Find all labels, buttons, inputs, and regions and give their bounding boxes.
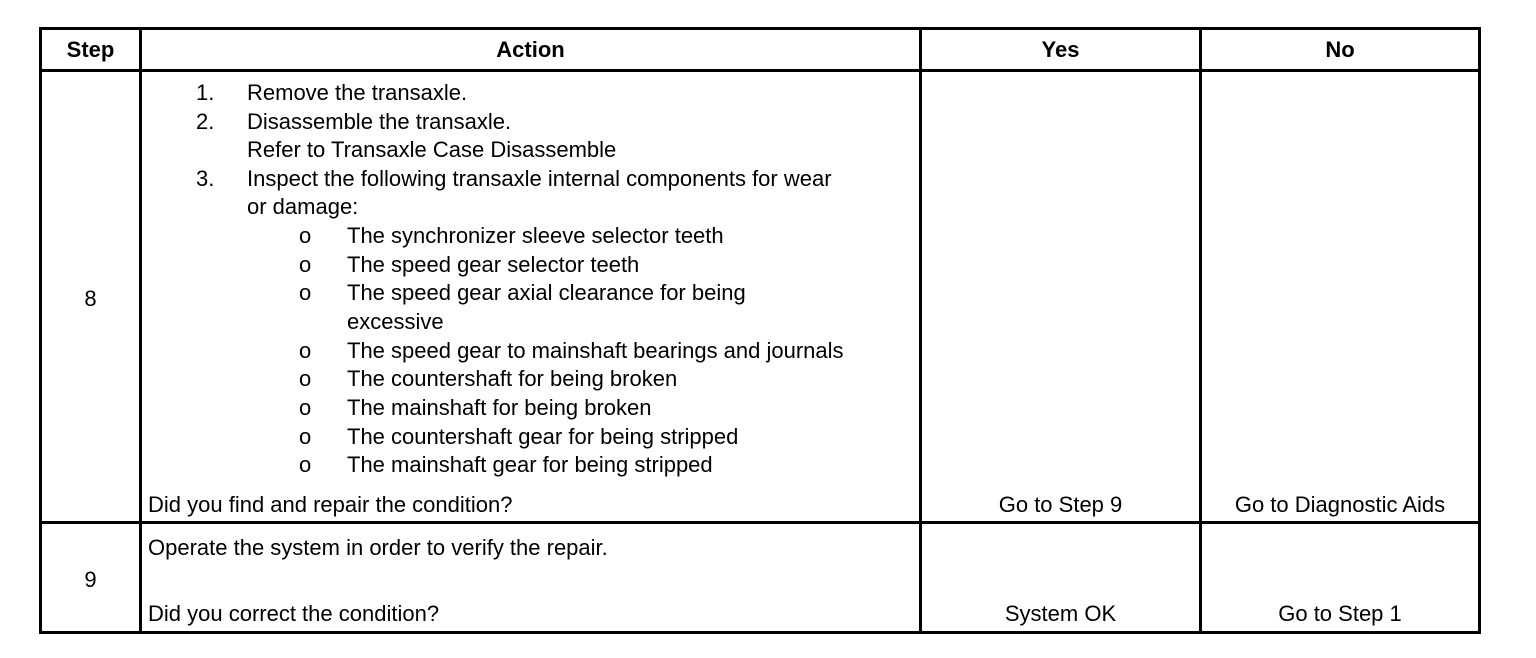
step-number: 9 xyxy=(84,567,97,592)
row-divider xyxy=(42,521,1478,524)
no-result: Go to Step 1 xyxy=(1278,601,1402,626)
bullet-marker: o xyxy=(299,424,312,449)
no-result: Go to Diagnostic Aids xyxy=(1234,492,1446,517)
step-text: Inspect the following transaxle internal components for wear xyxy=(247,166,832,191)
bullet-item: The synchronizer sleeve selector teeth xyxy=(347,223,724,248)
yes-result: System OK xyxy=(1004,601,1117,626)
header-step: Step xyxy=(66,37,115,62)
bullet-item: The speed gear to mainshaft bearings and journals xyxy=(347,338,844,363)
bullet-marker: o xyxy=(299,280,312,305)
step-text: Disassemble the transaxle. xyxy=(247,109,512,134)
bullet-marker: o xyxy=(299,366,312,391)
bullet-item: The speed gear selector teeth xyxy=(347,252,640,277)
header-action: Action xyxy=(496,37,565,62)
bullet-marker: o xyxy=(299,223,312,248)
step-num: 1. xyxy=(196,80,215,105)
step-text: Remove the transaxle. xyxy=(247,80,468,105)
bullet-item: The mainshaft gear for being stripped xyxy=(347,452,713,477)
step-num: 2. xyxy=(196,109,215,134)
bullet-item: The speed gear axial clearance for being xyxy=(347,280,746,305)
header-no: No xyxy=(1325,37,1355,62)
question: Did you correct the condition? xyxy=(148,601,440,626)
question: Did you find and repair the condition? xyxy=(148,492,513,517)
column-divider xyxy=(919,30,922,631)
step-num: 3. xyxy=(196,166,215,191)
bullet-item: The mainshaft for being broken xyxy=(347,395,652,420)
diagnostic-table xyxy=(39,27,1481,634)
bullet-item-continued: excessive xyxy=(347,309,444,334)
bullet-marker: o xyxy=(299,395,312,420)
column-divider xyxy=(139,30,142,631)
step-text-continued: or damage: xyxy=(247,194,359,219)
bullet-item: The countershaft for being broken xyxy=(347,366,678,391)
step-subtext: Refer to Transaxle Case Disassemble xyxy=(247,137,617,162)
yes-result: Go to Step 9 xyxy=(998,492,1123,517)
bullet-marker: o xyxy=(299,338,312,363)
column-divider xyxy=(1199,30,1202,631)
bullet-marker: o xyxy=(299,452,312,477)
step-number: 8 xyxy=(84,286,97,311)
header-yes: Yes xyxy=(1041,37,1080,62)
instruction: Operate the system in order to verify the repair. xyxy=(148,535,608,560)
bullet-marker: o xyxy=(299,252,312,277)
bullet-item: The countershaft gear for being stripped xyxy=(347,424,739,449)
